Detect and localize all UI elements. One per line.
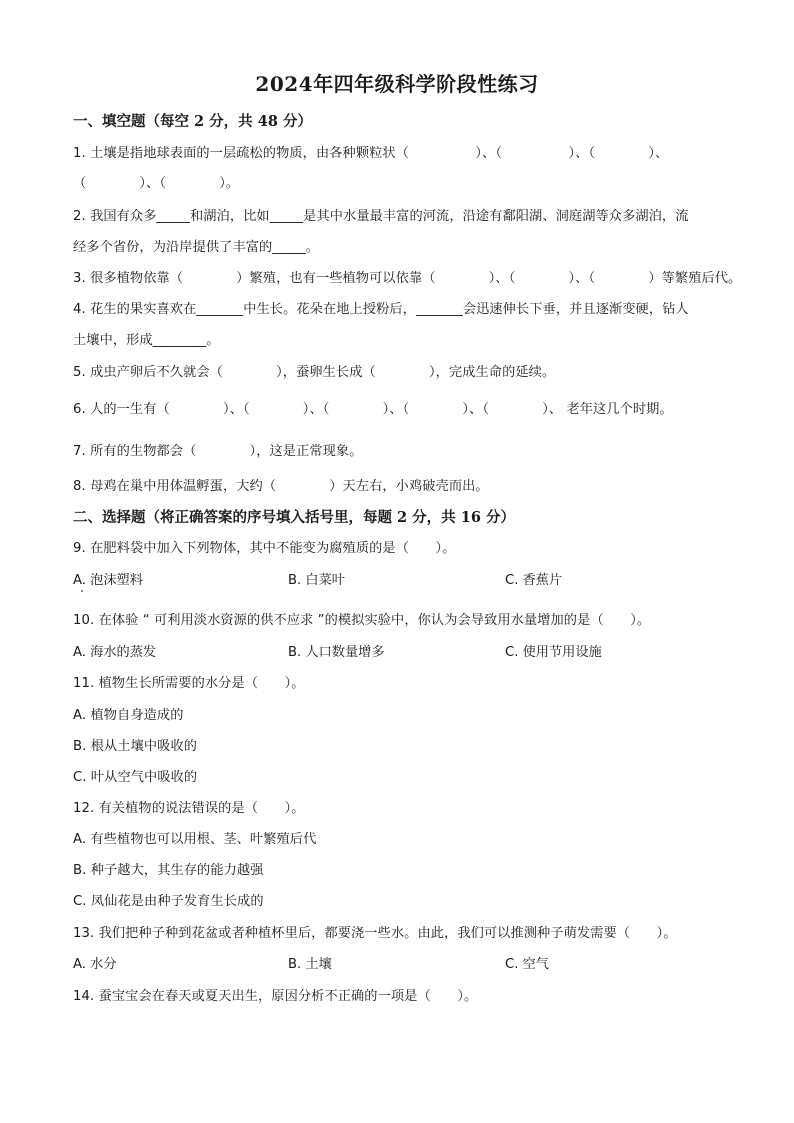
question-9-option-b: B. 白菜叶: [288, 573, 345, 588]
question-9-stem: 9. 在肥料袋中加入下列物体，其中不能变为腐殖质的是（ ）。: [73, 541, 456, 556]
question-7-line: 7. 所有的生物都会（ ），这是正常现象。: [73, 444, 363, 459]
question-8-line: 8. 母鸡在巢中用体温孵蛋，大约（ ）天左右，小鸡破壳而出。: [73, 479, 489, 494]
section-heading-fill-blank: 一、填空题（每空 2 分，共 48 分）: [73, 113, 312, 130]
question-11-option-a: A. 植物自身造成的: [73, 708, 184, 723]
question-14-stem: 14. 蚕宝宝会在春天或夏天出生，原因分析不正确的一项是（ ）。: [73, 989, 478, 1004]
question-12-option-c: C. 凤仙花是由种子发育生长成的: [73, 894, 264, 909]
question-11-option-c: C. 叶从空气中吸收的: [73, 770, 198, 785]
question-13-stem: 13. 我们把种子种到花盆或者种植杯里后，都要浇一些水。由此，我们可以推测种子萌发需要（ ）。: [73, 926, 677, 941]
question-11-option-b: B. 根从土壤中吸收的: [73, 739, 198, 754]
question-13-option-b: B. 土壤: [288, 957, 332, 972]
question-12-option-b: B. 种子越大，其生存的能力越强: [73, 863, 264, 878]
question-4-line-1: 4. 花生的果实喜欢在_______中生长。花朵在地上授粉后，_______会迅速伸长下垂，并且逐渐变硬，钻人: [73, 302, 689, 317]
question-4-line-2: 土壤中，形成________。: [73, 333, 220, 348]
question-2-line-2: 经多个省份，为沿岸提供了丰富的_____。: [73, 240, 320, 255]
question-1-line-1: 1. 土壤是指地球表面的一层疏松的物质，由各种颗粒状（ ）、（ ）、（ ）、: [73, 146, 669, 161]
question-12-stem: 12. 有关植物的说法错误的是（ ）。: [73, 801, 305, 816]
question-1-line-2: （ ）、（ ）。: [73, 176, 240, 191]
question-10-option-c: C. 使用节用设施: [505, 645, 602, 660]
question-3-line: 3. 很多植物依靠（ ）繁殖，也有一些植物可以依靠（ ）、（ ）、（ ）等繁殖后代。: [73, 271, 742, 286]
question-6-line: 6. 人的一生有（ ）、（ ）、（ ）、（ ）、（ ）、 老年这几个时期。: [73, 402, 673, 417]
question-10-option-b: B. 人口数量增多: [288, 645, 385, 660]
question-10-stem: 10. 在体验 “ 可利用淡水资源的供不应求 ”的模拟实验中，你认为会导致用水量增加的是（ ）。: [73, 613, 651, 628]
question-11-stem: 11. 植物生长所需要的水分是（ ）。: [73, 676, 305, 691]
question-13-option-a: A. 水分: [73, 957, 117, 972]
question-2-line-1: 2. 我国有众多_____和湖泊，比如_____是其中水量最丰富的河流，沿途有鄱阳湖、洞庭湖等众多湖泊，流: [73, 209, 689, 224]
question-12-option-a: A. 有些植物也可以用根、茎、叶繁殖后代: [73, 832, 317, 847]
section-heading-multiple-choice: 二、选择题（将正确答案的序号填入括号里，每题 2 分，共 16 分）: [73, 509, 515, 526]
question-9-option-c: C. 香蕉片: [505, 573, 563, 588]
question-9-option-a: A. 泡沫塑料: [73, 573, 143, 588]
question-10-option-a: A. 海水的蒸发: [73, 645, 157, 660]
page-title: 2024年四年级科学阶段性练习: [255, 72, 539, 96]
question-13-option-c: C. 空气: [505, 957, 549, 972]
stray-mark: [81, 590, 83, 592]
question-5-line: 5. 成虫产卵后不久就会（ ），蚕卵生长成（ ），完成生命的延续。: [73, 365, 556, 380]
